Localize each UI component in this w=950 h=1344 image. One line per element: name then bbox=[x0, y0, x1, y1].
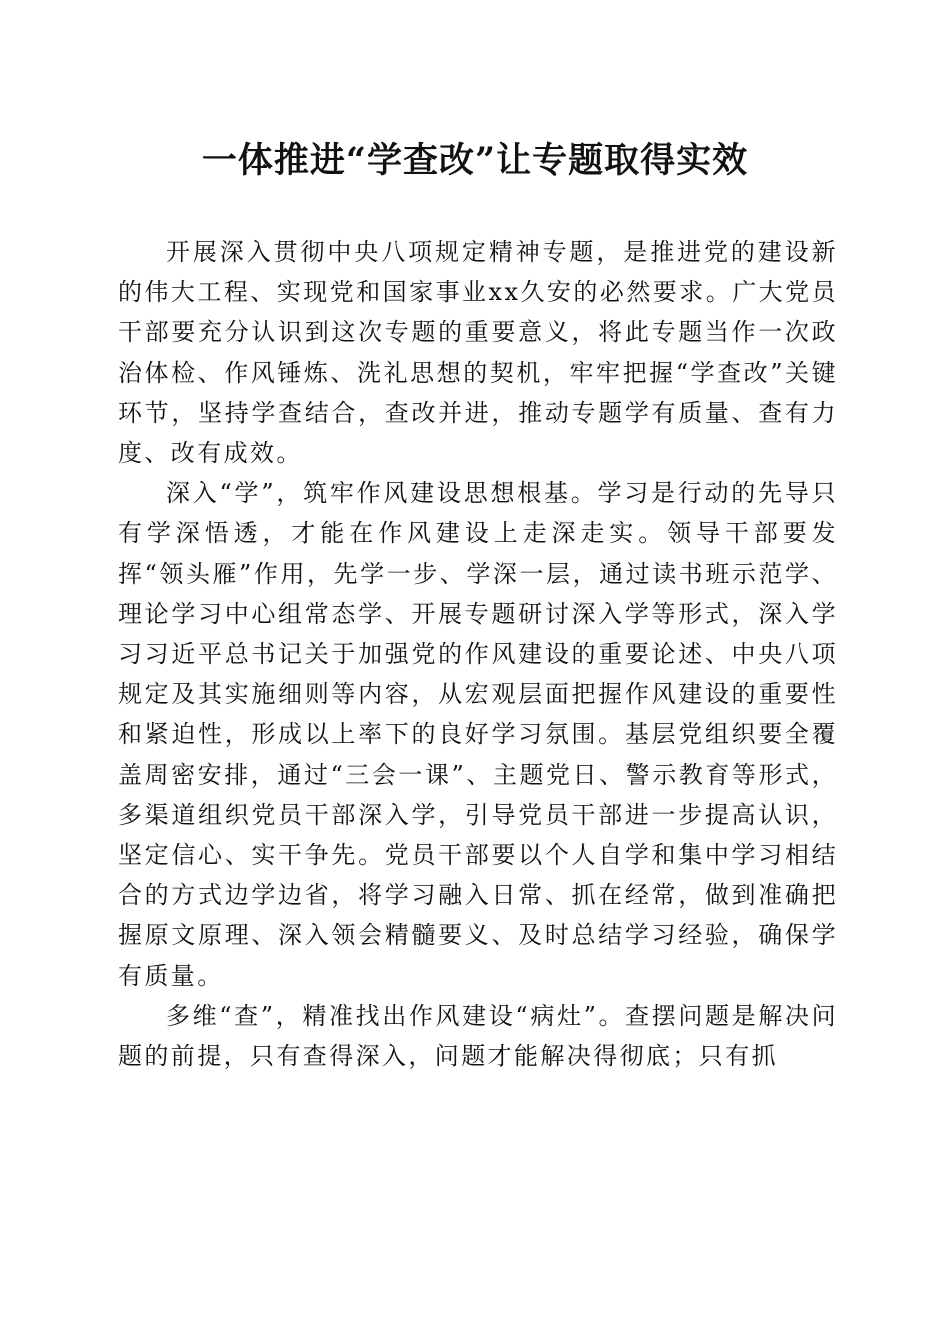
paragraph-inspect: 多维“查”，精准找出作风建设“病灶”。查摆问题是解决问题的前提，只有查得深入，问题才能解决得彻底；只有抓 bbox=[118, 1001, 838, 1071]
document-title: 一体推进“学查改”让专题取得实效 bbox=[201, 140, 749, 181]
paragraph-intro: 开展深入贯彻中央八项规定精神专题，是推进党的建设新的伟大工程、实现党和国家事业xx久安的必然要求。广大党员干部要充分认识到这次专题的重要意义，将此专题当作一次政治体检、作风锤炼、洗礼思想的契机，牢牢把握“学查改”关键环节，坚持学查结合，查改并进，推动专题学有质量、查有力度、改有成效。 bbox=[118, 238, 838, 468]
paragraph-study: 深入“学”，筑牢作风建设思想根基。学习是行动的先导只有学深悟透，才能在作风建设上走深走实。领导干部要发挥“领头雁”作用，先学一步、学深一层，通过读书班示范学、理论学习中心组常态学、开展专题研讨深入学等形式，深入学习习近平总书记关于加强党的作风建设的重要论述、中央八项规定及其实施细则等内容，从宏观层面把握作风建设的重要性和紧迫性，形成以上率下的良好学习氛围。基层党组织要全覆盖周密安排，通过“三会一课”、主题党日、警示教育等形式，多渠道组织党员干部深入学，引导党员干部进一步提高认识，坚定信心、实干争先。党员干部要以个人自学和集中学习相结合的方式边学边省，将学习融入日常、抓在经常，做到准确把握原文原理、深入领会精髓要义、及时总结学习经验，确保学有质量。 bbox=[118, 479, 838, 990]
document-body bbox=[118, 232, 838, 1076]
